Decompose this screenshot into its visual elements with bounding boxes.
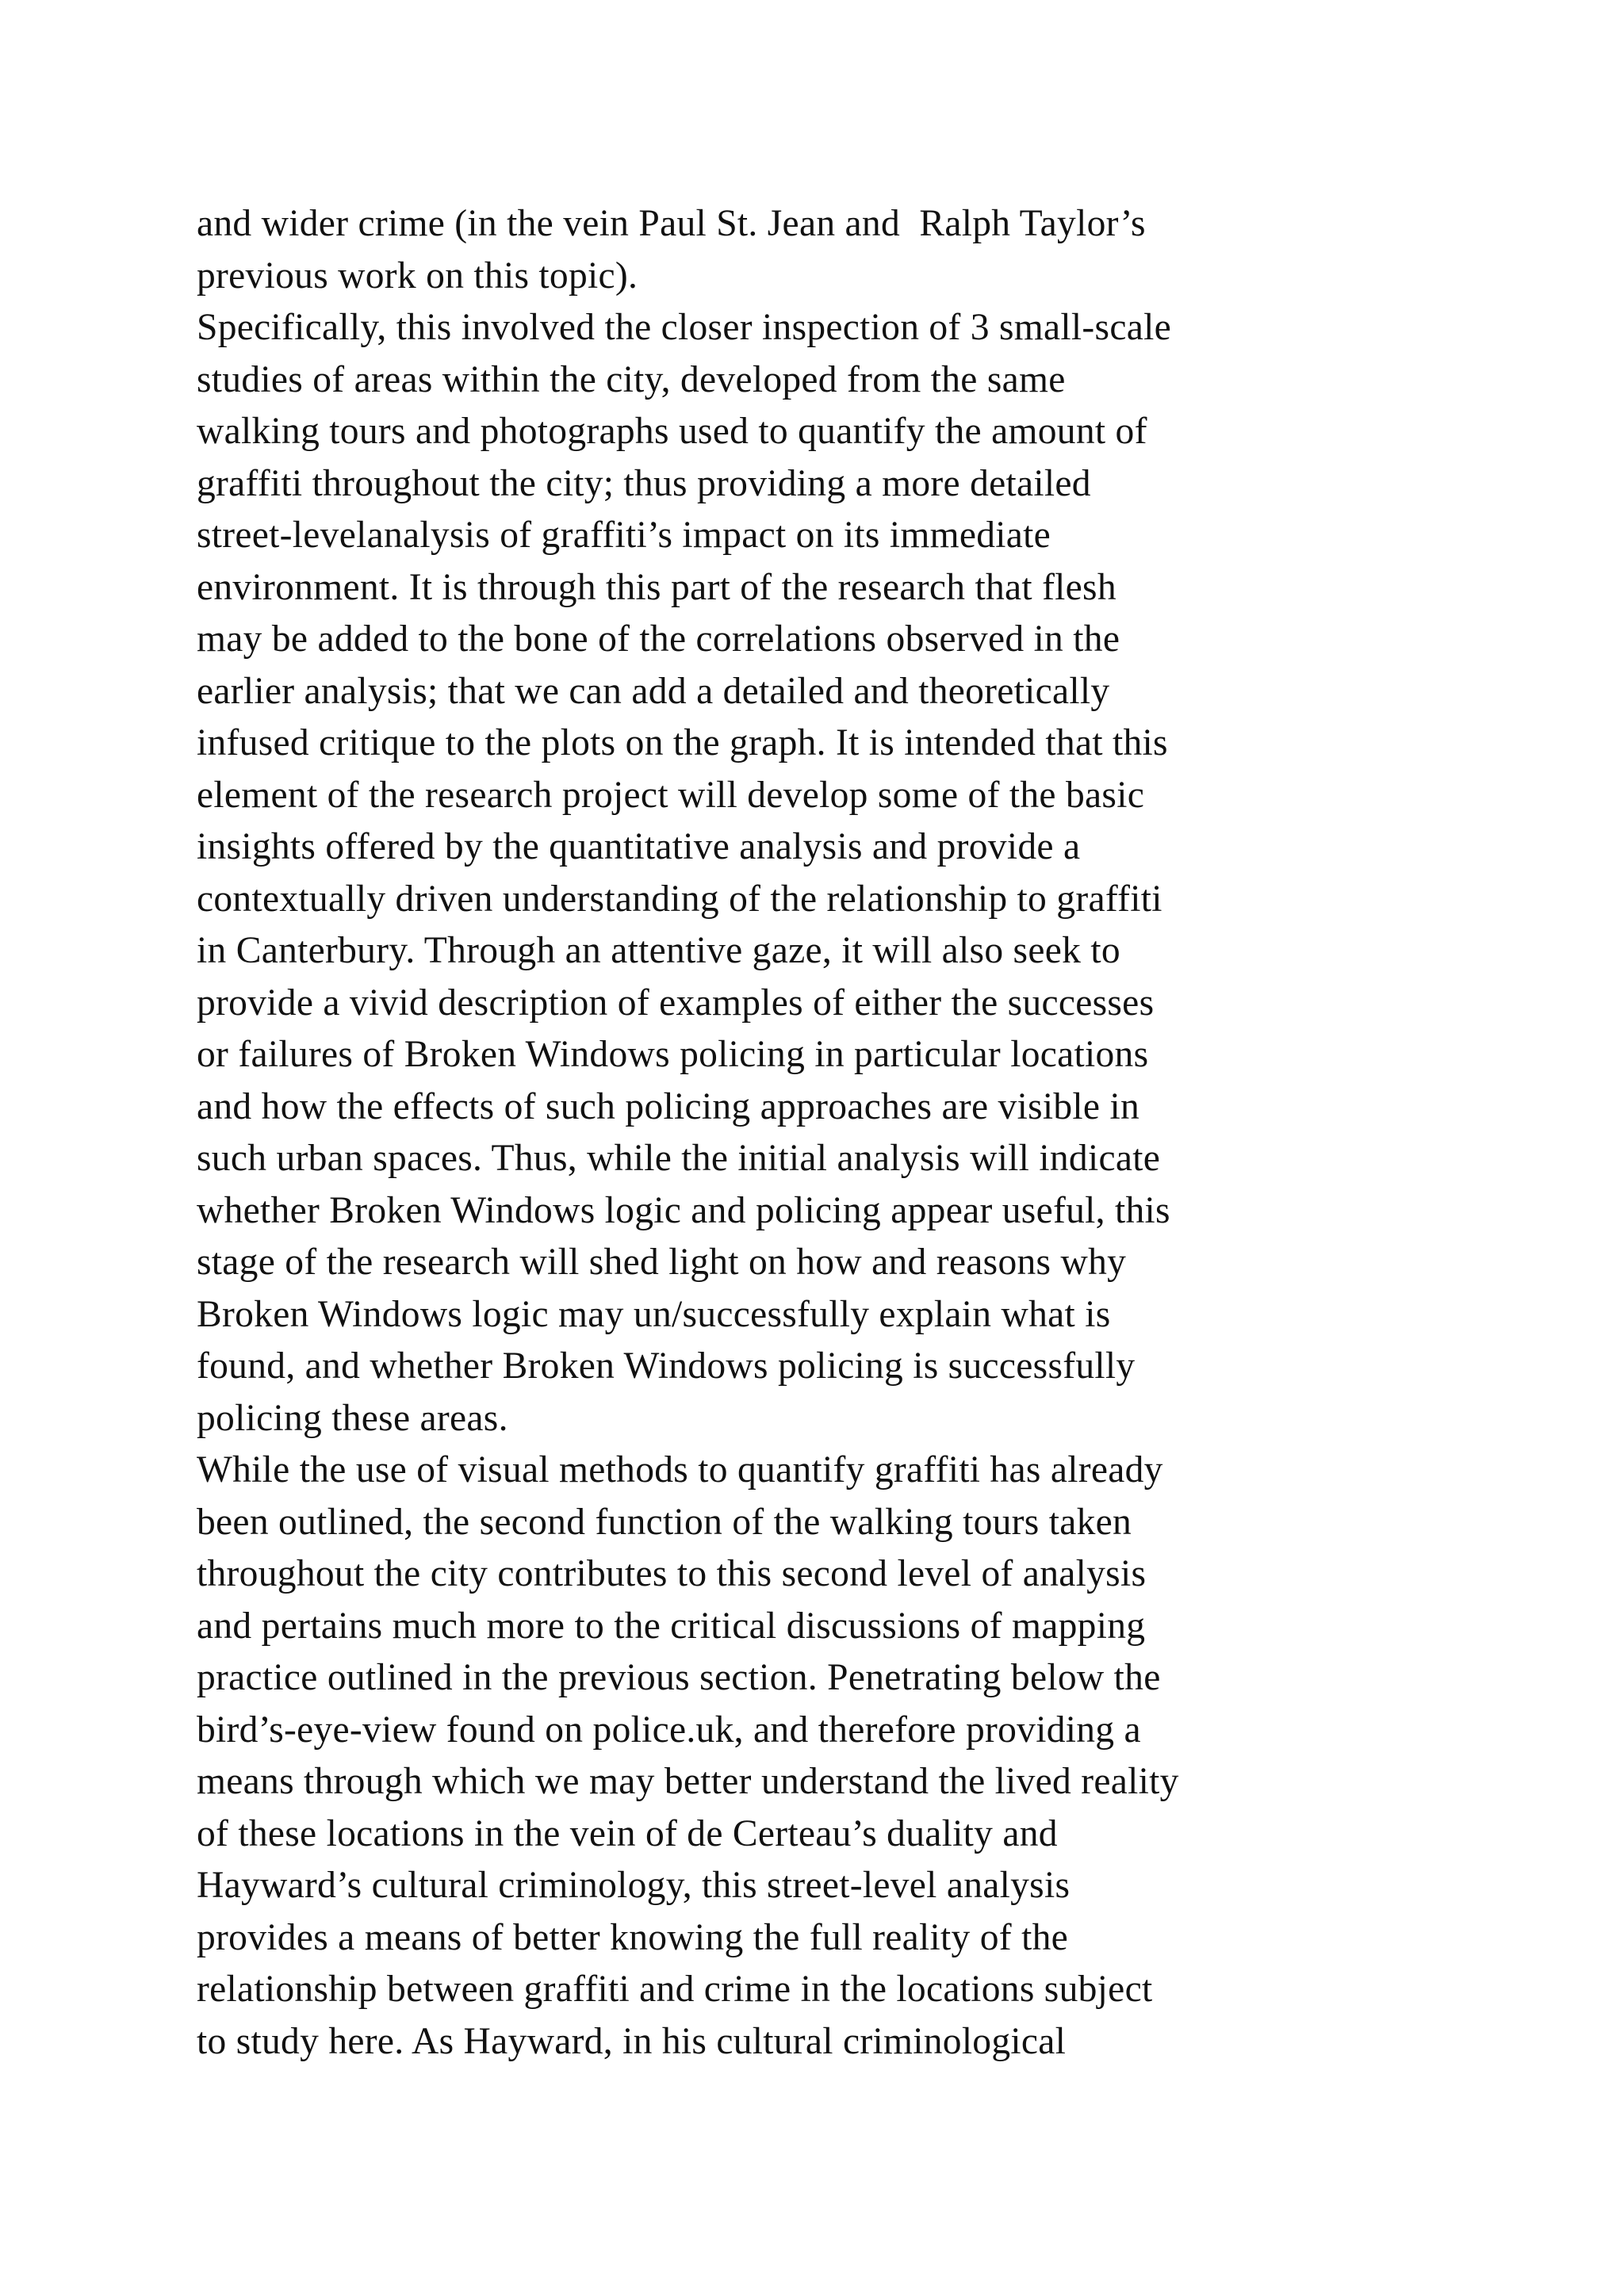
text-line: While the use of visual methods to quantify graffiti has already — [197, 1449, 1163, 1490]
text-line: practice outlined in the previous section. Penetrating below the — [197, 1657, 1161, 1698]
text-line: or failures of Broken Windows policing in particular locations — [197, 1034, 1149, 1075]
text-line: may be added to the bone of the correlations observed in the — [197, 618, 1120, 660]
text-line: means through which we may better understand the lived reality — [197, 1761, 1179, 1802]
text-line: stage of the research will shed light on how and reasons why — [197, 1242, 1127, 1283]
text-line: Hayward’s cultural criminology, this street-level analysis — [197, 1865, 1071, 1906]
text-line: in Canterbury. Through an attentive gaze, it will also seek to — [197, 930, 1120, 971]
text-line: environment. It is through this part of the research that flesh — [197, 566, 1116, 608]
text-line: found, and whether Broken Windows policing is successfully — [197, 1345, 1136, 1387]
text-line: whether Broken Windows logic and policing appear useful, this — [197, 1189, 1170, 1231]
body-text — [197, 198, 1513, 2068]
text-line: walking tours and photographs used to quantify the amount of — [197, 411, 1147, 452]
text-line: contextually driven understanding of the relationship to graffiti — [197, 878, 1162, 920]
text-line: relationship between graffiti and crime in the locations subject — [197, 1969, 1153, 2010]
text-line: and wider crime (in the vein Paul St. Jean and Ralph Taylor’s — [197, 203, 1146, 244]
text-line: graffiti throughout the city; thus providing a more detailed — [197, 462, 1091, 504]
text-line: and how the effects of such policing approaches are visible in — [197, 1085, 1140, 1127]
text-line: provide a vivid description of examples of either the successes — [197, 982, 1155, 1024]
text-line: earlier analysis; that we can add a detailed and theoretically — [197, 670, 1110, 712]
text-line: previous work on this topic). — [197, 254, 638, 297]
text-line: Specifically, this involved the closer inspection of 3 small-scale — [197, 307, 1171, 348]
text-line: throughout the city contributes to this second level of analysis — [197, 1553, 1147, 1594]
text-line: infused critique to the plots on the graph. It is intended that this — [197, 722, 1168, 763]
text-line: been outlined, the second function of the walking tours taken — [197, 1501, 1132, 1543]
text-line: and pertains much more to the critical discussions of mapping — [197, 1605, 1146, 1647]
text-line: studies of areas within the city, developed from the same — [197, 358, 1066, 400]
text-line: of these locations in the vein of de Certeau’s duality and — [197, 1812, 1058, 1854]
text-line: provides a means of better knowing the full reality of the — [197, 1916, 1069, 1958]
text-line: to study here. As Hayward, in his cultural criminological — [197, 2020, 1067, 2062]
text-line: Broken Windows logic may un/successfully explain what is — [197, 1293, 1111, 1335]
text-line: policing these areas. — [197, 1397, 508, 1439]
text-line: element of the research project will develop some of the basic — [197, 774, 1145, 816]
text-line: such urban spaces. Thus, while the initial analysis will indicate — [197, 1138, 1161, 1179]
text-line: street-levelanalysis of graffiti’s impact on its immediate — [197, 515, 1051, 556]
text-line: insights offered by the quantitative analysis and provide a — [197, 826, 1081, 867]
text-line: bird’s-eye-view found on police.uk, and therefore providing a — [197, 1709, 1141, 1751]
